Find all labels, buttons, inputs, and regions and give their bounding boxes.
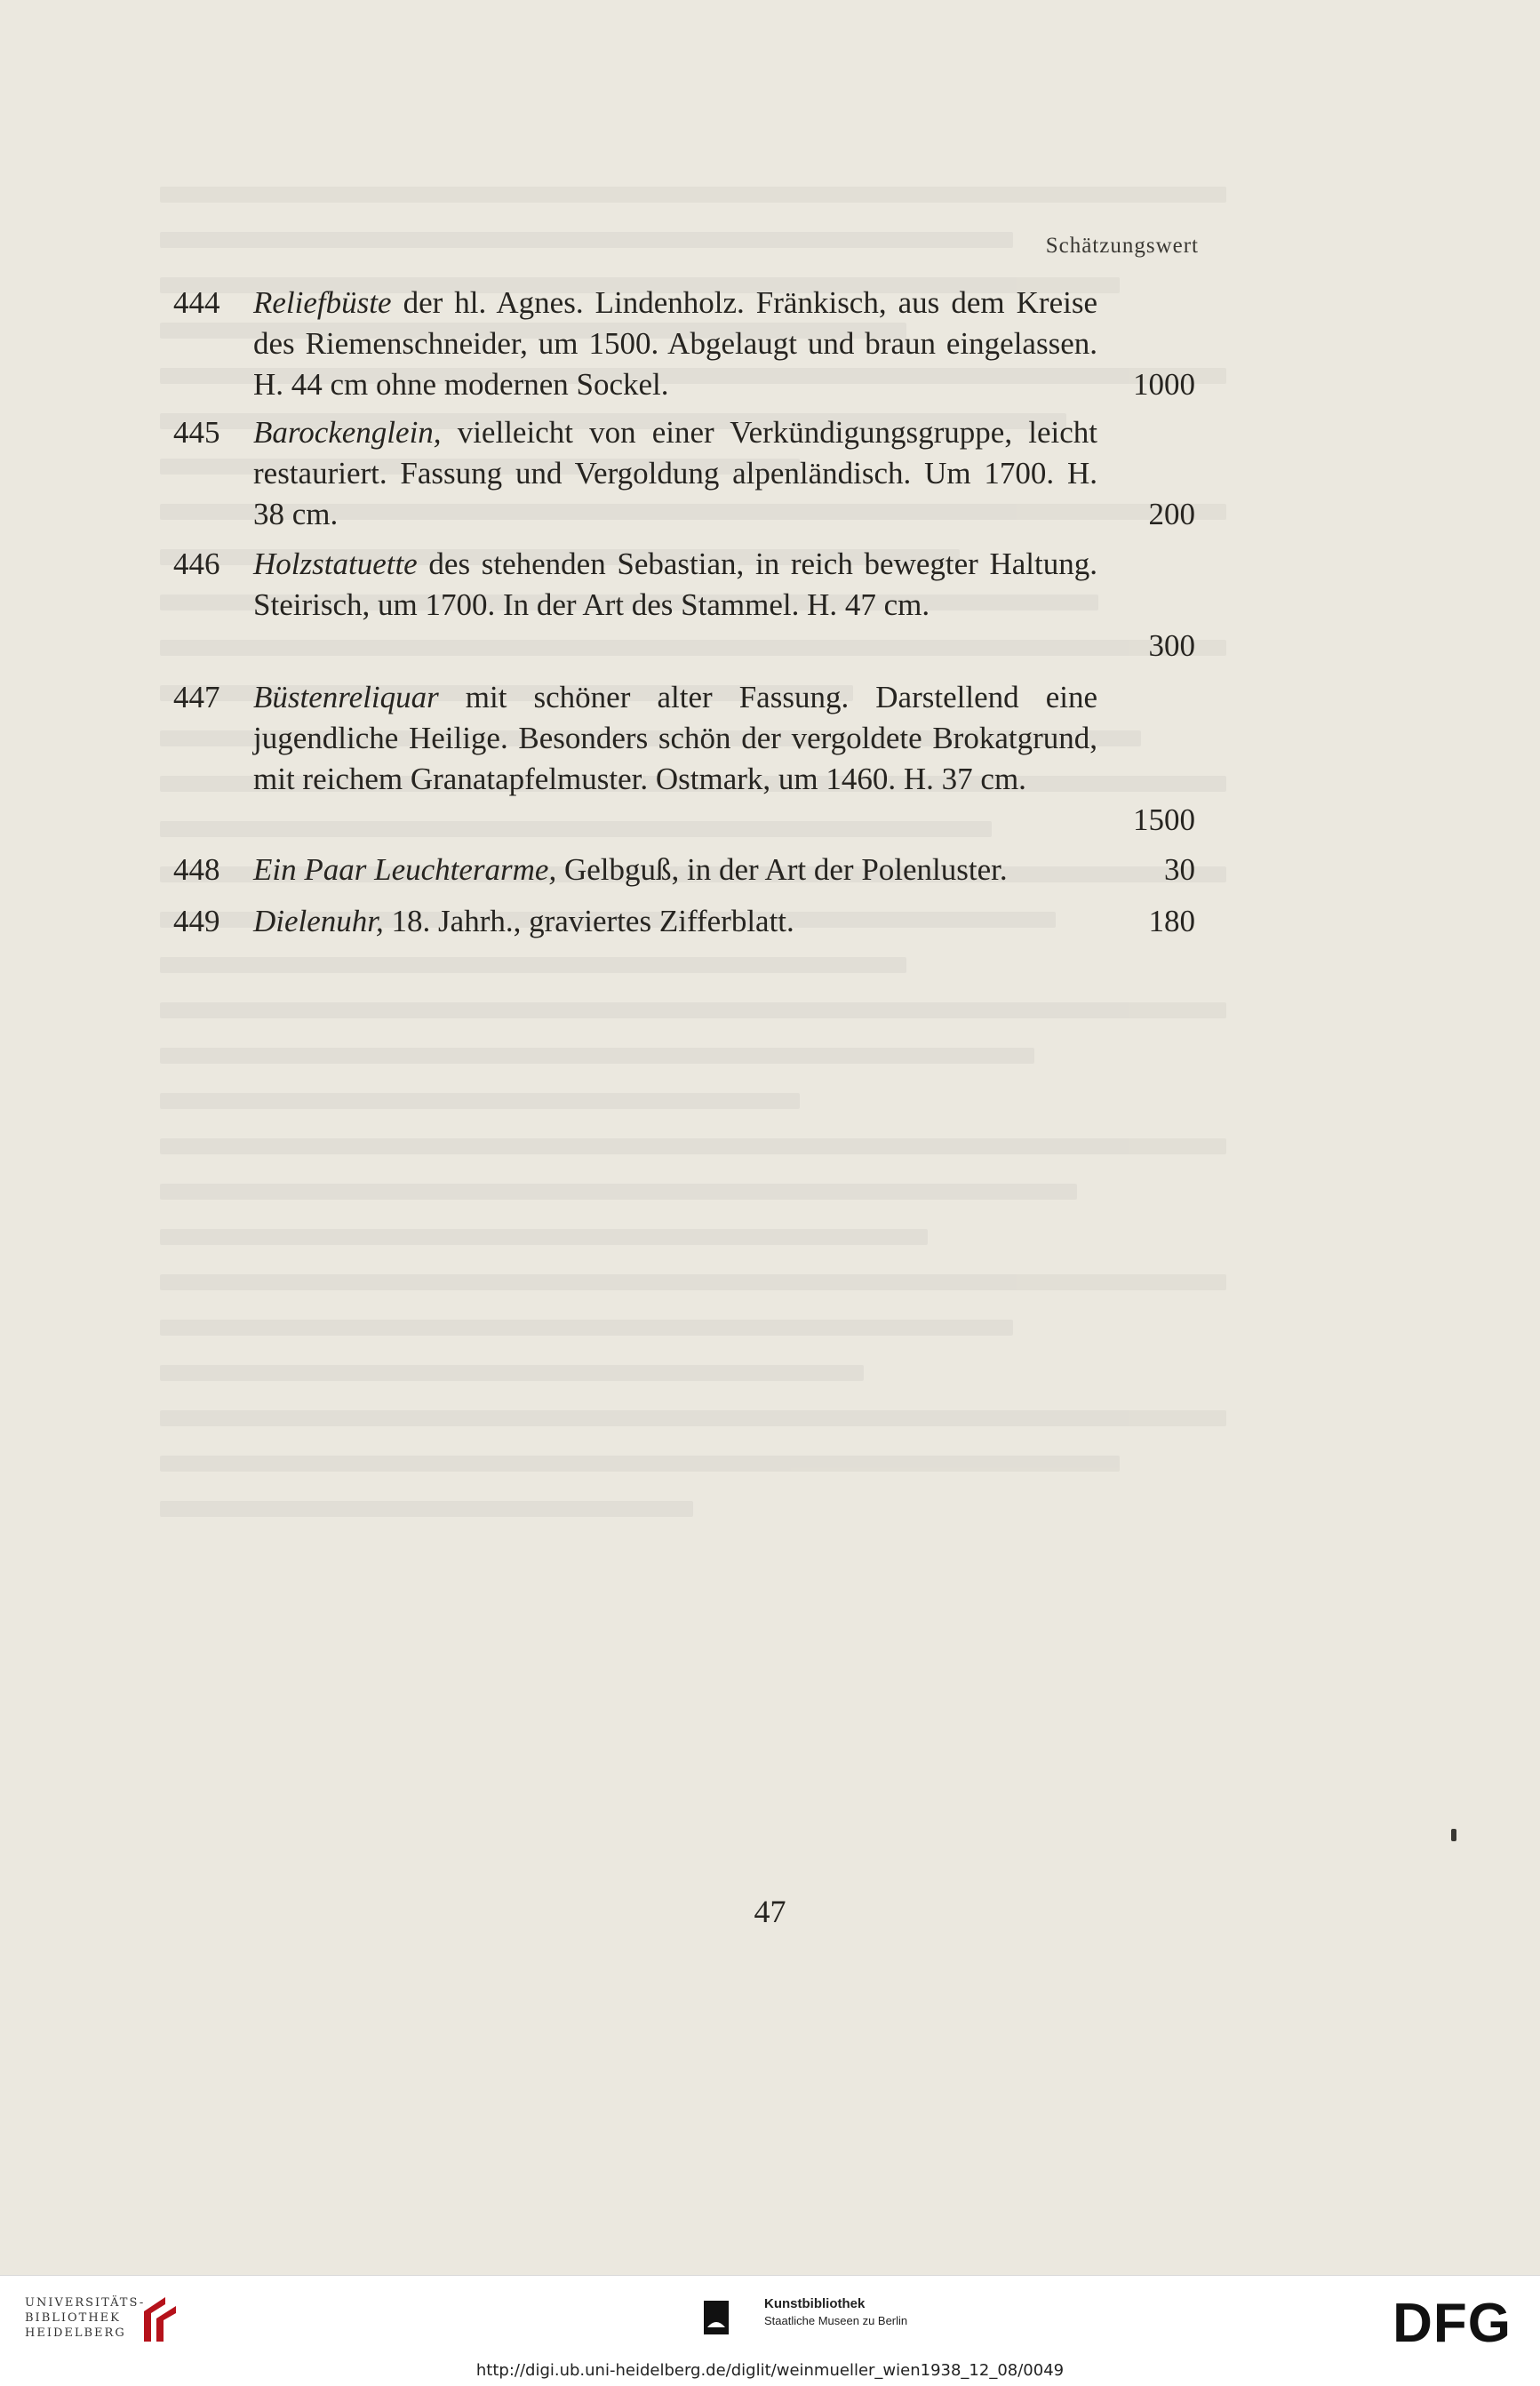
lot-description bbox=[253, 677, 1097, 800]
lot-estimate: 30 bbox=[1164, 852, 1195, 887]
lot-number: 448 bbox=[173, 852, 220, 887]
lot-number: 449 bbox=[173, 904, 220, 938]
lot-title: Reliefbüste bbox=[253, 285, 392, 320]
lot-title: Büstenreliquar bbox=[253, 680, 439, 714]
lot-details: des stehenden Sebastian, in reich bewegter Haltung. Steirisch, um 1700. In der Art des Stammel. H. 47 cm. bbox=[253, 547, 1097, 622]
ink-speck bbox=[1451, 1829, 1456, 1841]
lot-description bbox=[253, 544, 1097, 626]
lot-estimate: 300 bbox=[1148, 628, 1195, 663]
permalink-url[interactable]: http://digi.ub.uni-heidelberg.de/diglit/weinmueller_wien1938_12_08/0049 bbox=[475, 2361, 1065, 2380]
lot-details: vielleicht von einer Verkündigungsgruppe, leicht restauriert. Fassung und Vergoldung alpenländisch. Um 1700. H. 38 cm. bbox=[253, 415, 1097, 531]
digitization-footer bbox=[0, 2275, 1540, 2386]
page-number: 47 bbox=[754, 1894, 786, 1929]
lot-description bbox=[253, 283, 1097, 405]
lot-number: 445 bbox=[173, 415, 220, 450]
lot-estimate: 1500 bbox=[1133, 802, 1195, 837]
lot-estimate: 1000 bbox=[1133, 367, 1195, 402]
lot-title: Barockenglein, bbox=[253, 415, 442, 450]
kunstbibliothek-label[interactable]: Kunstbibliothek Staatliche Museen zu Berlin bbox=[764, 2296, 908, 2327]
lot-estimate: 180 bbox=[1148, 904, 1195, 938]
estimate-column-heading: Schätzungswert bbox=[1045, 234, 1199, 258]
lot-title: Dielenuhr, bbox=[253, 904, 384, 938]
lot-description bbox=[253, 850, 1097, 890]
dfg-logo[interactable]: DFG bbox=[1392, 2293, 1512, 2354]
ub-heidelberg-emblem-icon bbox=[135, 2292, 185, 2345]
lot-description bbox=[253, 412, 1097, 535]
lot-estimate: 200 bbox=[1148, 497, 1195, 531]
ub-heidelberg-logo-text[interactable]: UNIVERSITÄTS- BIBLIOTHEK HEIDELBERG bbox=[25, 2296, 146, 2340]
lot-description bbox=[253, 901, 1097, 942]
lot-details: 18. Jahrh., graviertes Zifferblatt. bbox=[383, 904, 794, 938]
lot-details: Gelbguß, in der Art der Polenluster. bbox=[556, 852, 1008, 887]
lot-number: 444 bbox=[173, 285, 220, 320]
lot-number: 446 bbox=[173, 547, 220, 581]
kunstbibliothek-logo-icon bbox=[704, 2301, 729, 2334]
lot-details: mit schöner alter Fassung. Darstellend eine jugendliche Heilige. Besonders schön der vergoldete Brokatgrund, mit reichem Granatapfelmuster. Ostmark, um 1460. H. 37 cm. bbox=[253, 680, 1097, 796]
lot-title: Ein Paar Leuchterarme, bbox=[253, 852, 557, 887]
lot-details: der hl. Agnes. Lindenholz. Fränkisch, aus dem Kreise des Riemenschneider, um 1500. Abgelaugt und braun eingelassen. H. 44 cm ohne modernen Sockel. bbox=[253, 285, 1097, 402]
lot-title: Holzstatuette bbox=[253, 547, 418, 581]
lot-number: 447 bbox=[173, 680, 220, 714]
